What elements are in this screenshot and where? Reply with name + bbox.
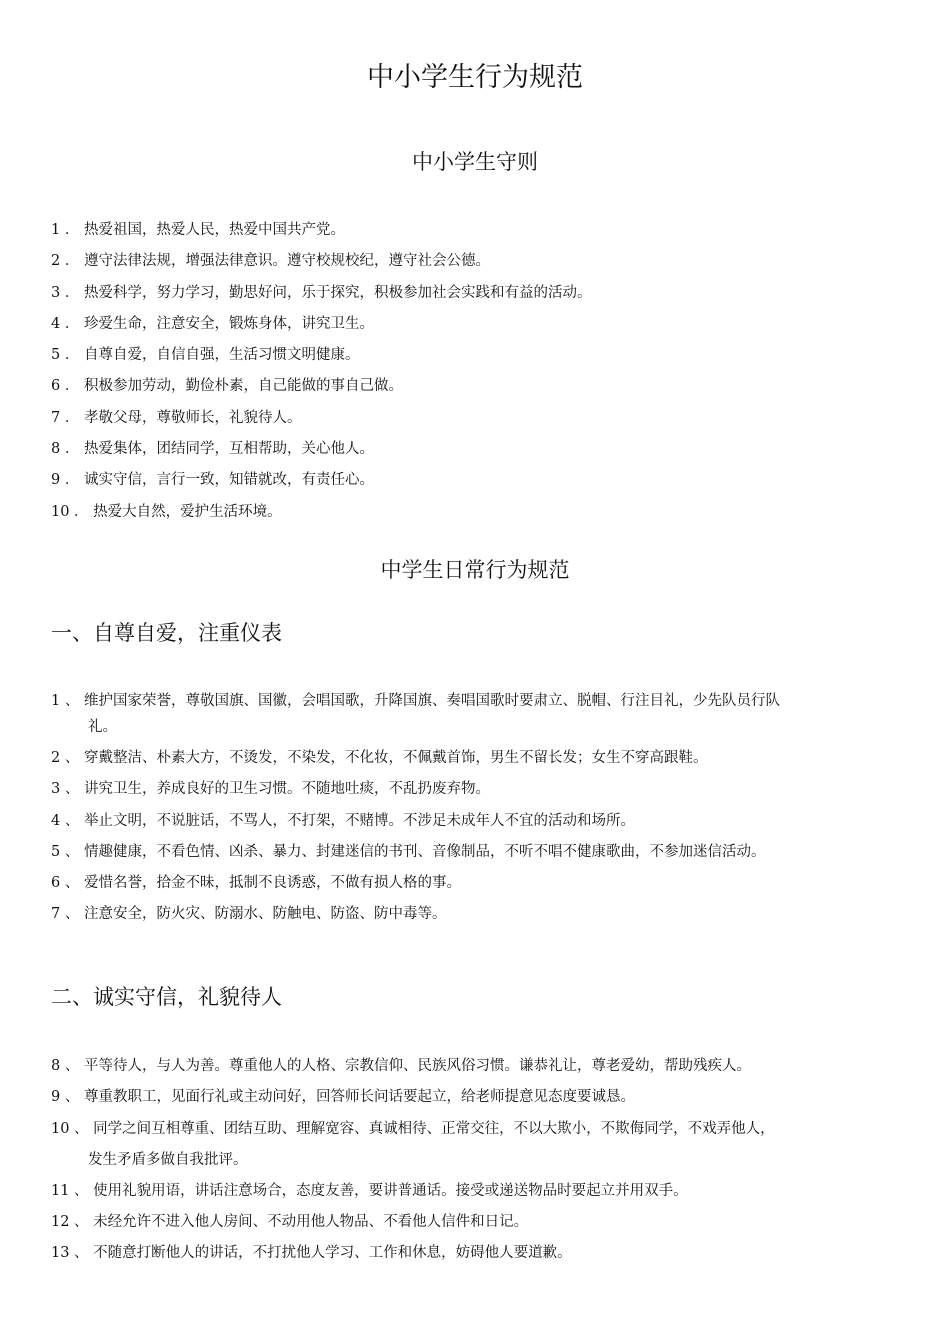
norm-item — [51, 743, 896, 774]
rule-item — [51, 371, 896, 402]
rule-item — [51, 465, 896, 496]
norm-item-continuation: 礼。 — [88, 719, 117, 735]
norm-text: 维护国家荣誉，尊敬国旗、国徽，会唱国歌，升降国旗、奏唱国歌时要肃立、脱帽、行注目礼，少先队员行队 — [83, 693, 780, 709]
norm-item — [51, 690, 896, 712]
norm-text: 同学之间互相尊重、团结互助、理解宽容、真诚相待、正常交往，不以大欺小，不欺侮同学，不戏弄他人， — [93, 1120, 775, 1137]
norm-text: 尊重教职工，见面行礼或主动问好，回答师长问话要起立，给老师提意见态度要诚恳。 — [83, 1089, 635, 1106]
rule-text: 热爱科学，努力学习，勤思好问，乐于探究，积极参加社会实践和有益的活动。 — [83, 284, 592, 301]
norm-item — [51, 899, 896, 930]
norm-number: 12 、 — [51, 1214, 89, 1231]
norm-number: 8 、 — [51, 1058, 80, 1074]
norm-text: 爱惜名誉，拾金不昧，抵制不良诱惑，不做有损人格的事。 — [83, 875, 461, 892]
document-title: 中小学生行为规范 — [367, 62, 583, 93]
norm-number: 9 、 — [51, 1089, 80, 1106]
norm-number: 11 、 — [51, 1182, 89, 1199]
norm-item — [51, 868, 896, 899]
norm-item — [51, 1114, 896, 1145]
part-one-title: 一、自尊自爱，注重仪表 — [51, 621, 282, 645]
norm-number: 5 、 — [51, 843, 80, 860]
rule-number: 6 ． — [51, 378, 80, 395]
norm-number: 6 、 — [51, 875, 80, 892]
norm-text: 平等待人，与人为善。尊重他人的人格、宗教信仰、民族风俗习惯。谦恭礼让，尊老爱幼，帮助残疾人。 — [83, 1058, 751, 1074]
norm-number: 10 、 — [51, 1120, 89, 1137]
rule-item — [51, 434, 896, 465]
rule-text: 珍爱生命，注意安全，锻炼身体，讲究卫生。 — [83, 315, 374, 332]
rule-text: 孝敬父母，尊敬师长，礼貌待人。 — [83, 409, 302, 426]
norm-item-continuation: 发生矛盾多做自我批评。 — [88, 1151, 248, 1168]
rule-number: 1 ． — [51, 222, 80, 238]
rule-item — [51, 278, 896, 309]
norm-text: 不随意打断他人的讲话，不打扰他人学习、工作和休息，妨碍他人要道歉。 — [93, 1245, 572, 1262]
rule-item — [51, 215, 896, 246]
norm-text: 注意安全，防火灾、防溺水、防触电、防盗、防中毒等。 — [83, 906, 447, 923]
norm-number: 4 、 — [51, 812, 80, 829]
rule-text: 热爱祖国，热爱人民，热爱中国共产党。 — [83, 222, 345, 238]
rule-item — [51, 340, 896, 371]
rule-text: 诚实守信，言行一致，知错就改，有责任心。 — [83, 472, 374, 489]
rule-item — [51, 246, 896, 277]
rule-item — [51, 403, 896, 434]
rule-text: 自尊自爱，自信自强，生活习惯文明健康。 — [83, 347, 360, 364]
rules-list — [51, 215, 896, 528]
rule-number: 10 ． — [51, 503, 89, 520]
rule-number: 4 ． — [51, 315, 80, 332]
norm-text: 使用礼貌用语，讲话注意场合，态度友善，要讲普通话。接受或递送物品时要起立并用双手。 — [93, 1182, 688, 1199]
norm-item — [51, 806, 896, 837]
rule-text: 遵守法律法规，增强法律意识。遵守校规校纪，遵守社会公德。 — [83, 253, 490, 270]
rules-title: 中小学生守则 — [412, 150, 538, 174]
rule-text: 积极参加劳动，勤俭朴素，自己能做的事自己做。 — [83, 378, 403, 395]
rule-number: 9 ． — [51, 472, 80, 489]
norm-item — [51, 1207, 896, 1238]
norm-item — [51, 1176, 896, 1207]
norm-item — [51, 1051, 896, 1082]
norm-number: 7 、 — [51, 906, 80, 923]
rule-text: 热爱集体，团结同学，互相帮助，关心他人。 — [83, 441, 374, 458]
part-two-title: 二、诚实守信，礼貌待人 — [51, 985, 282, 1009]
part-one-list — [51, 690, 896, 931]
norms-title: 中学生日常行为规范 — [380, 558, 570, 582]
norm-text: 情趣健康，不看色情、凶杀、暴力、封建迷信的书刊、音像制品，不听不唱不健康歌曲，不参加迷信活动。 — [83, 843, 766, 860]
rule-number: 5 ． — [51, 347, 80, 364]
rule-item — [51, 497, 896, 528]
norm-text: 举止文明，不说脏话，不骂人，不打架，不赌博。不涉足未成年人不宜的活动和场所。 — [83, 812, 635, 829]
rule-number: 7 ． — [51, 409, 80, 426]
norm-text: 穿戴整洁、朴素大方，不烫发，不染发，不化妆，不佩戴首饰，男生不留长发；女生不穿高跟鞋。 — [83, 750, 708, 766]
rule-text: 热爱大自然，爱护生活环境。 — [93, 503, 282, 520]
norm-text: 讲究卫生，养成良好的卫生习惯。不随地吐痰，不乱扔废弃物。 — [83, 781, 490, 798]
norm-item — [51, 1238, 896, 1269]
norm-number: 2 、 — [51, 750, 80, 766]
rule-number: 2 ． — [51, 253, 80, 270]
rule-number: 3 ． — [51, 284, 80, 301]
rule-number: 8 ． — [51, 441, 80, 458]
norm-item — [51, 774, 896, 805]
norm-text: 未经允许不进入他人房间、不动用他人物品、不看他人信件和日记。 — [93, 1214, 529, 1231]
norm-number: 3 、 — [51, 781, 80, 798]
norm-number: 1 、 — [51, 693, 80, 709]
rule-item — [51, 309, 896, 340]
norm-item — [51, 837, 896, 868]
norm-item — [51, 1082, 896, 1113]
norm-number: 13 、 — [51, 1245, 89, 1262]
part-two-list — [51, 1051, 896, 1270]
